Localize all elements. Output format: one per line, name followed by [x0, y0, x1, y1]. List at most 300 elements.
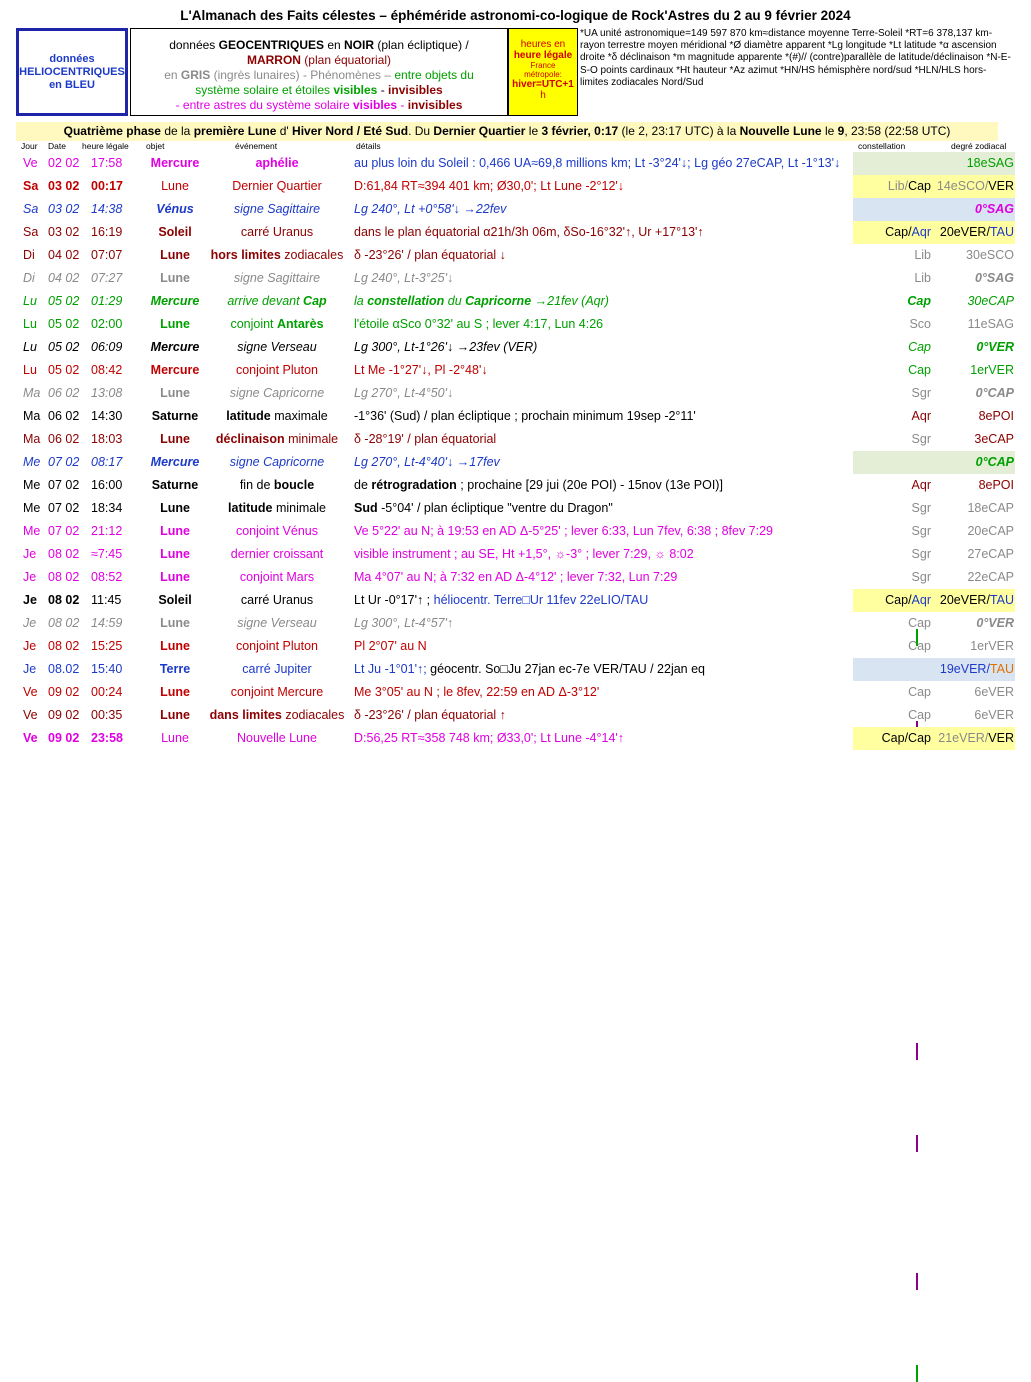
row-day: Sa [23, 202, 39, 216]
row-date: 05 02 [48, 340, 80, 354]
row-constellation [845, 179, 931, 193]
row-constellation: Cap/Cap [881, 731, 931, 745]
row-time: 16:19 [91, 225, 123, 239]
row-time: 00:24 [91, 685, 123, 699]
row-time: 15:40 [91, 662, 123, 676]
row-details [354, 294, 609, 308]
details-a: la [354, 294, 368, 308]
legend-text: données [169, 38, 219, 52]
row-degree: 22eCAP [967, 570, 1014, 584]
row-degree: 11eSAG [967, 317, 1014, 331]
row-time: 14:30 [91, 409, 123, 423]
row-day: Sa [23, 179, 39, 193]
row-details [354, 501, 613, 515]
event-b: minimale [272, 501, 326, 515]
table-row [0, 520, 1031, 543]
row-constellation: Sgr [911, 432, 931, 446]
row-object: Lune [160, 317, 190, 331]
row-time: 23:58 [91, 731, 123, 745]
row-time: 21:12 [91, 524, 123, 538]
details-a: Sud [354, 501, 378, 515]
row-details: Lt Me -1°27'↓, Pl -2°48'↓ [354, 363, 488, 377]
page-title: L'Almanach des Faits célestes – éphéméride astronomi-co-logique de Rock'Astres du 2 au 9 février 2024 [180, 8, 851, 23]
banner-text: le [821, 124, 838, 138]
row-day: Lu [23, 294, 37, 308]
row-day: Je [23, 593, 37, 607]
row-event [188, 478, 366, 492]
table-row [0, 382, 1031, 405]
banner-text: Hiver Nord / Eté Sud [292, 124, 409, 138]
abbreviations-legend: *UA unité astronomique=149 597 870 km≈distance moyenne Terre-Soleil *RT=6 378,137 km-rayon terrestre moyen méridional *Ø diamètre apparent *Lg longitude *Lt latitude *α ascension droite *δ déclinaison *m magnitude apparente *(#)// (contre)parallèle de latitude/déclinaison *N-E-S-O points cardinaux *Ht hauteur *Az azimut *HN/HS hémisphère nord/sud *HLN/HLS hors-limites zodiacales Nord/Sud [580, 28, 1011, 88]
event-a: fin de [239, 478, 274, 492]
time-zone-box [508, 28, 578, 116]
degree-a: 14eSCO/ [936, 179, 989, 193]
row-event: signe Sagittaire [233, 202, 321, 216]
color-legend-box [130, 28, 508, 116]
row-constellation: Sgr [911, 386, 931, 400]
row-date: 09 02 [48, 685, 80, 699]
legend-text: invisibles [388, 83, 443, 97]
row-object: Lune [160, 547, 190, 561]
row-details: Lg 240°, Lt +0°58'↓ →22fev [354, 202, 507, 216]
row-details: δ -23°26' / plan équatorial ↓ [354, 248, 506, 262]
table-row [0, 658, 1031, 681]
row-event: aphélie [255, 156, 299, 170]
row-object: Terre [159, 662, 191, 676]
row-event: Dernier Quartier [232, 179, 322, 193]
row-event: signe Verseau [237, 340, 317, 354]
row-day: Me [23, 478, 41, 492]
row-constellation: Aqr [911, 409, 931, 423]
row-event [188, 432, 366, 446]
details-b: constellation [367, 294, 445, 308]
banner-text: 9 [837, 124, 845, 138]
row-date: 07 02 [48, 455, 80, 469]
event-b: Antarès [277, 317, 324, 331]
header-degre: degré zodiacal [951, 141, 1007, 151]
row-degree: 0°SAG [974, 271, 1014, 285]
row-day: Ve [23, 156, 38, 170]
banner-text: de la [160, 124, 194, 138]
row-time: 16:00 [91, 478, 123, 492]
row-object: Lune [160, 271, 190, 285]
header-jour: Jour [21, 141, 38, 151]
event-b: zodiacales [281, 708, 345, 722]
legend-text: (plan équatorial) [300, 53, 392, 67]
row-details: D:56,25 RT≈358 748 km; Ø33,0'; Lt Lune -4°14'↑ [354, 731, 625, 745]
event-a: dans limites [209, 708, 282, 722]
heliocentric-legend-box [16, 28, 128, 116]
event-b: zodiacales [280, 248, 344, 262]
legend-text: visibles [353, 98, 398, 112]
row-constellation: Cap [908, 340, 931, 354]
degree-b: TAU [989, 225, 1014, 239]
row-date: 07 02 [48, 524, 80, 538]
banner-text: Nouvelle Lune [739, 124, 822, 138]
row-object: Mercure [150, 363, 200, 377]
legend-text: en [164, 68, 181, 82]
row-day: Ve [23, 685, 38, 699]
row-object: Lune [161, 179, 189, 193]
row-details: Ve 5°22' au N; à 19:53 en AD Δ-5°25' ; lever 6:33, Lun 7fev, 6:38 ; 8fev 7:29 [354, 524, 774, 538]
legend-text: - entre astres du système solaire [175, 98, 353, 112]
row-details: dans le plan équatorial α21h/3h 06m, δSo-16°32'↑, Ur +17°13'↑ [354, 225, 704, 239]
row-event: conjoint Pluton [235, 639, 318, 653]
row-object: Soleil [158, 225, 192, 239]
banner-text: Dernier Quartier [433, 124, 526, 138]
table-row [0, 543, 1031, 566]
details-b: rétrogradation [371, 478, 457, 492]
row-date: 07 02 [48, 478, 80, 492]
row-object: Mercure [150, 340, 200, 354]
row-event: carré Uranus [240, 225, 314, 239]
row-date: 05 02 [48, 294, 80, 308]
row-time: 07:27 [91, 271, 123, 285]
row-date: 08.02 [48, 662, 80, 676]
constellation-b: Aqr [911, 225, 931, 239]
row-object: Lune [160, 524, 190, 538]
event-b: boucle [273, 478, 315, 492]
legend-text: (ingrès lunaires) - Phénomènes – [210, 68, 395, 82]
constellation-a: Cap/ [885, 225, 912, 239]
row-date: 03 02 [48, 179, 80, 193]
row-time: 17:58 [91, 156, 123, 170]
helio-line2: HELIOCENTRIQUES [19, 65, 125, 78]
row-details: Me 3°05' au N ; le 8fev, 22:59 en AD Δ-3°12' [354, 685, 600, 699]
table-row [0, 175, 1031, 198]
row-day: Ma [23, 409, 41, 423]
row-constellation: Cap [908, 708, 931, 722]
row-day: Je [23, 662, 37, 676]
table-row [0, 681, 1031, 704]
legend-text: invisibles [407, 98, 463, 112]
tz-text: heure légale [513, 50, 573, 61]
row-degree: 18eCAP [967, 501, 1014, 515]
table-row [0, 612, 1031, 635]
color-marker [916, 1135, 918, 1152]
row-constellation: Cap [908, 685, 931, 699]
banner-text: d' [276, 124, 293, 138]
details-d: Capricorne [465, 294, 532, 308]
details-b: héliocentr. Terre□Ur 11fev 22eLIO/TAU [433, 593, 649, 607]
row-degree: 8ePOI [978, 409, 1014, 423]
row-degree: 20eCAP [967, 524, 1014, 538]
event-a: latitude [228, 501, 273, 515]
tz-text: h [540, 90, 546, 101]
row-day: Di [23, 271, 35, 285]
row-day: Je [23, 639, 37, 653]
row-degree: 0°VER [976, 616, 1014, 630]
row-date: 07 02 [48, 501, 80, 515]
banner-text: première Lune [193, 124, 277, 138]
degree-a: 20eVER/ [939, 225, 990, 239]
row-degree: 30eSCO [966, 248, 1014, 262]
row-time: 11:45 [91, 593, 122, 607]
row-day: Ma [23, 432, 41, 446]
header-evenement: événement [235, 141, 278, 151]
row-constellation: Sgr [911, 570, 931, 584]
row-day: Sa [23, 225, 39, 239]
row-event [188, 317, 366, 331]
event-a: déclinaison [215, 432, 285, 446]
table-row [0, 704, 1031, 727]
legend-text: GEOCENTRIQUES [218, 38, 324, 52]
row-constellation: Sgr [911, 524, 931, 538]
color-marker [916, 1273, 918, 1290]
row-time: 08:17 [91, 455, 123, 469]
row-constellation: Sgr [911, 547, 931, 561]
row-date: 06 02 [48, 386, 80, 400]
row-time: 08:52 [91, 570, 123, 584]
details-a: Lt Ur -0°17'↑ ; [354, 593, 434, 607]
lunar-phase-banner [16, 122, 998, 141]
legend-text: MARRON [246, 53, 301, 67]
row-time: 18:34 [91, 501, 123, 515]
legend-text: - [377, 83, 389, 97]
row-object: Lune [160, 248, 190, 262]
row-details: δ -23°26' / plan équatorial ↑ [354, 708, 506, 722]
row-date: 03 02 [48, 202, 80, 216]
banner-text: , 23:58 (22:58 UTC) [844, 124, 951, 138]
row-event: carré Uranus [240, 593, 314, 607]
row-time: 01:29 [91, 294, 123, 308]
row-event: conjoint Mercure [230, 685, 324, 699]
row-degree: 27eCAP [967, 547, 1014, 561]
row-time: ≈7:45 [91, 547, 123, 561]
row-details: Ma 4°07' au N; à 7:32 en AD Δ-4°12' ; lever 7:32, Lun 7:29 [354, 570, 678, 584]
row-details: δ -28°19' / plan équatorial [354, 432, 497, 446]
row-event: signe Sagittaire [233, 271, 321, 285]
degree-b: TAU [989, 593, 1014, 607]
table-row [0, 244, 1031, 267]
row-object: Lune [161, 731, 189, 745]
details-c: du [444, 294, 466, 308]
row-day: Ve [23, 708, 38, 722]
tz-text: métropole: [524, 70, 562, 79]
row-degree [930, 593, 1014, 607]
table-row [0, 474, 1031, 497]
header-objet: objet [146, 141, 165, 151]
event-a: hors limites [210, 248, 281, 262]
row-date: 05 02 [48, 317, 80, 331]
row-object: Lune [160, 501, 190, 515]
table-row [0, 152, 1031, 175]
row-time: 07:07 [91, 248, 123, 262]
row-object: Lune [160, 386, 190, 400]
helio-line3: en BLEU [49, 78, 95, 91]
table-row [0, 267, 1031, 290]
row-details: Lg 240°, Lt-3°25'↓ [354, 271, 454, 285]
tz-text: France [530, 61, 556, 70]
row-date: 06 02 [48, 409, 80, 423]
row-object: Lune [160, 708, 190, 722]
table-row [0, 428, 1031, 451]
row-degree: 8ePOI [978, 478, 1014, 492]
table-row [0, 290, 1031, 313]
row-object: Lune [160, 616, 190, 630]
degree-a: 21eVER/ [938, 731, 989, 745]
row-details [354, 593, 648, 607]
color-marker [916, 1365, 918, 1382]
degree-a: 19eVER/ [939, 662, 990, 676]
header-heure: heure légale [82, 141, 129, 151]
row-degree: 30eCAP [967, 294, 1014, 308]
row-degree [930, 731, 1014, 745]
table-row [0, 497, 1031, 520]
row-time: 00:17 [91, 179, 123, 193]
banner-text: Quatrième phase [63, 124, 161, 138]
row-object: Saturne [151, 478, 199, 492]
row-event: signe Capricorne [229, 455, 325, 469]
row-degree: 6eVER [974, 708, 1014, 722]
row-event: signe Verseau [237, 616, 317, 630]
row-time: 00:35 [91, 708, 123, 722]
row-details: Pl 2°07' au N [354, 639, 427, 653]
row-date: 08 02 [48, 593, 80, 607]
row-degree: 6eVER [974, 685, 1014, 699]
row-constellation: Cap [907, 294, 931, 308]
event-b: minimale [284, 432, 339, 446]
row-object: Saturne [151, 409, 199, 423]
legend-text: GRIS [180, 68, 211, 82]
row-day: Lu [23, 340, 37, 354]
row-date: 06 02 [48, 432, 80, 446]
table-row [0, 451, 1031, 474]
row-day: Me [23, 524, 41, 538]
row-event [188, 409, 366, 423]
row-details: au plus loin du Soleil : 0,466 UA≈69,8 millions km; Lt -3°24'↓; Lg géo 27eCAP, Lt -1°13'↓ [354, 156, 841, 170]
banner-text: . Du [408, 124, 434, 138]
degree-b: VER [988, 731, 1014, 745]
row-constellation: Sco [909, 317, 931, 331]
table-row [0, 359, 1031, 382]
row-event: conjoint Pluton [235, 363, 318, 377]
constellation-b: Cap [908, 179, 931, 193]
row-degree: 0°SAG [974, 202, 1014, 216]
row-event: conjoint Mars [239, 570, 315, 584]
row-degree: 1erVER [970, 363, 1014, 377]
constellation-a: Cap/ [885, 593, 912, 607]
row-object: Mercure [150, 156, 200, 170]
row-day: Je [23, 570, 37, 584]
row-details: Lg 270°, Lt-4°50'↓ [354, 386, 454, 400]
row-degree: 0°VER [976, 340, 1014, 354]
table-row [0, 566, 1031, 589]
color-marker [916, 1043, 918, 1060]
event-a: conjoint [230, 317, 277, 331]
row-date: 04 02 [48, 248, 80, 262]
row-degree: 3eCAP [974, 432, 1014, 446]
banner-text: le [525, 124, 542, 138]
banner-text: 3 février, 0:17 [541, 124, 619, 138]
row-event: Nouvelle Lune [237, 731, 317, 745]
table-row [0, 405, 1031, 428]
header-date: Date [48, 141, 66, 151]
row-day: Je [23, 547, 37, 561]
row-time: 18:03 [91, 432, 123, 446]
table-row [0, 221, 1031, 244]
constellation-b: Aqr [911, 593, 931, 607]
row-event: conjoint Vénus [235, 524, 318, 538]
table-row [0, 198, 1031, 221]
row-event [188, 501, 366, 515]
row-object: Soleil [158, 593, 192, 607]
details-c: ; prochaine [29 jui (20e POI) - 15nov (13e POI)] [456, 478, 723, 492]
row-degree: 0°CAP [975, 455, 1014, 469]
row-details: -1°36' (Sud) / plan écliptique ; prochain minimum 19sep -2°11' [354, 409, 696, 423]
row-details: l'étoile αSco 0°32' au S ; lever 4:17, Lun 4:26 [354, 317, 604, 331]
row-object: Lune [160, 685, 190, 699]
row-details: D:61,84 RT≈394 401 km; Ø30,0'; Lt Lune -2°12'↓ [354, 179, 625, 193]
table-row [0, 336, 1031, 359]
row-degree [930, 179, 1014, 193]
row-object: Mercure [150, 294, 200, 308]
row-date: 08 02 [48, 547, 80, 561]
row-object: Lune [160, 639, 190, 653]
row-constellation: Sgr [911, 501, 931, 515]
row-event: signe Capricorne [229, 386, 325, 400]
row-date: 03 02 [48, 225, 80, 239]
row-day: Me [23, 501, 41, 515]
row-time: 15:25 [91, 639, 123, 653]
row-day: Di [23, 248, 35, 262]
row-details [354, 662, 705, 676]
row-details [354, 478, 723, 492]
row-date: 08 02 [48, 639, 80, 653]
legend-text: (plan écliptique) / [374, 38, 469, 52]
event-b: Cap [303, 294, 327, 308]
row-object: Lune [160, 432, 190, 446]
row-time: 13:08 [91, 386, 123, 400]
legend-text: en [324, 38, 345, 52]
details-a: de [354, 478, 372, 492]
constellation-a: Lib/ [887, 179, 909, 193]
legend-text: visibles [333, 83, 378, 97]
row-constellation [845, 225, 931, 239]
header-details: détails [356, 141, 381, 151]
row-event [188, 294, 366, 308]
row-constellation: Cap [908, 639, 931, 653]
table-row [0, 635, 1031, 658]
row-event [188, 248, 366, 262]
row-date: 08 02 [48, 570, 80, 584]
degree-b: TAU [989, 662, 1014, 676]
row-degree: 1erVER [970, 639, 1014, 653]
row-date: 04 02 [48, 271, 80, 285]
details-a: Lt Ju -1°01'↑; [354, 662, 431, 676]
row-time: 06:09 [91, 340, 123, 354]
tz-text: heures en [520, 39, 566, 50]
details-b: géocentr. So□Ju 27jan ec-7e VER/TAU / 22jan eq [430, 662, 706, 676]
degree-b: VER [988, 179, 1014, 193]
row-day: Lu [23, 363, 37, 377]
legend-text: NOIR [344, 38, 375, 52]
row-degree: 18eSAG [966, 156, 1014, 170]
row-constellation: Cap [908, 616, 931, 630]
row-day: Je [23, 616, 37, 630]
row-details: Lg 300°, Lt-1°26'↓ →23fev (VER) [354, 340, 538, 354]
tz-text: hiver=UTC+1 [512, 79, 574, 90]
row-constellation: Cap [908, 363, 931, 377]
row-object: Lune [160, 570, 190, 584]
row-degree: 0°CAP [975, 386, 1014, 400]
row-constellation: Lib [914, 248, 931, 262]
row-event: dernier croissant [230, 547, 324, 561]
row-day: Ve [23, 731, 38, 745]
event-a: arrive devant [227, 294, 304, 308]
legend-text: - [397, 98, 408, 112]
row-time: 02:00 [91, 317, 123, 331]
